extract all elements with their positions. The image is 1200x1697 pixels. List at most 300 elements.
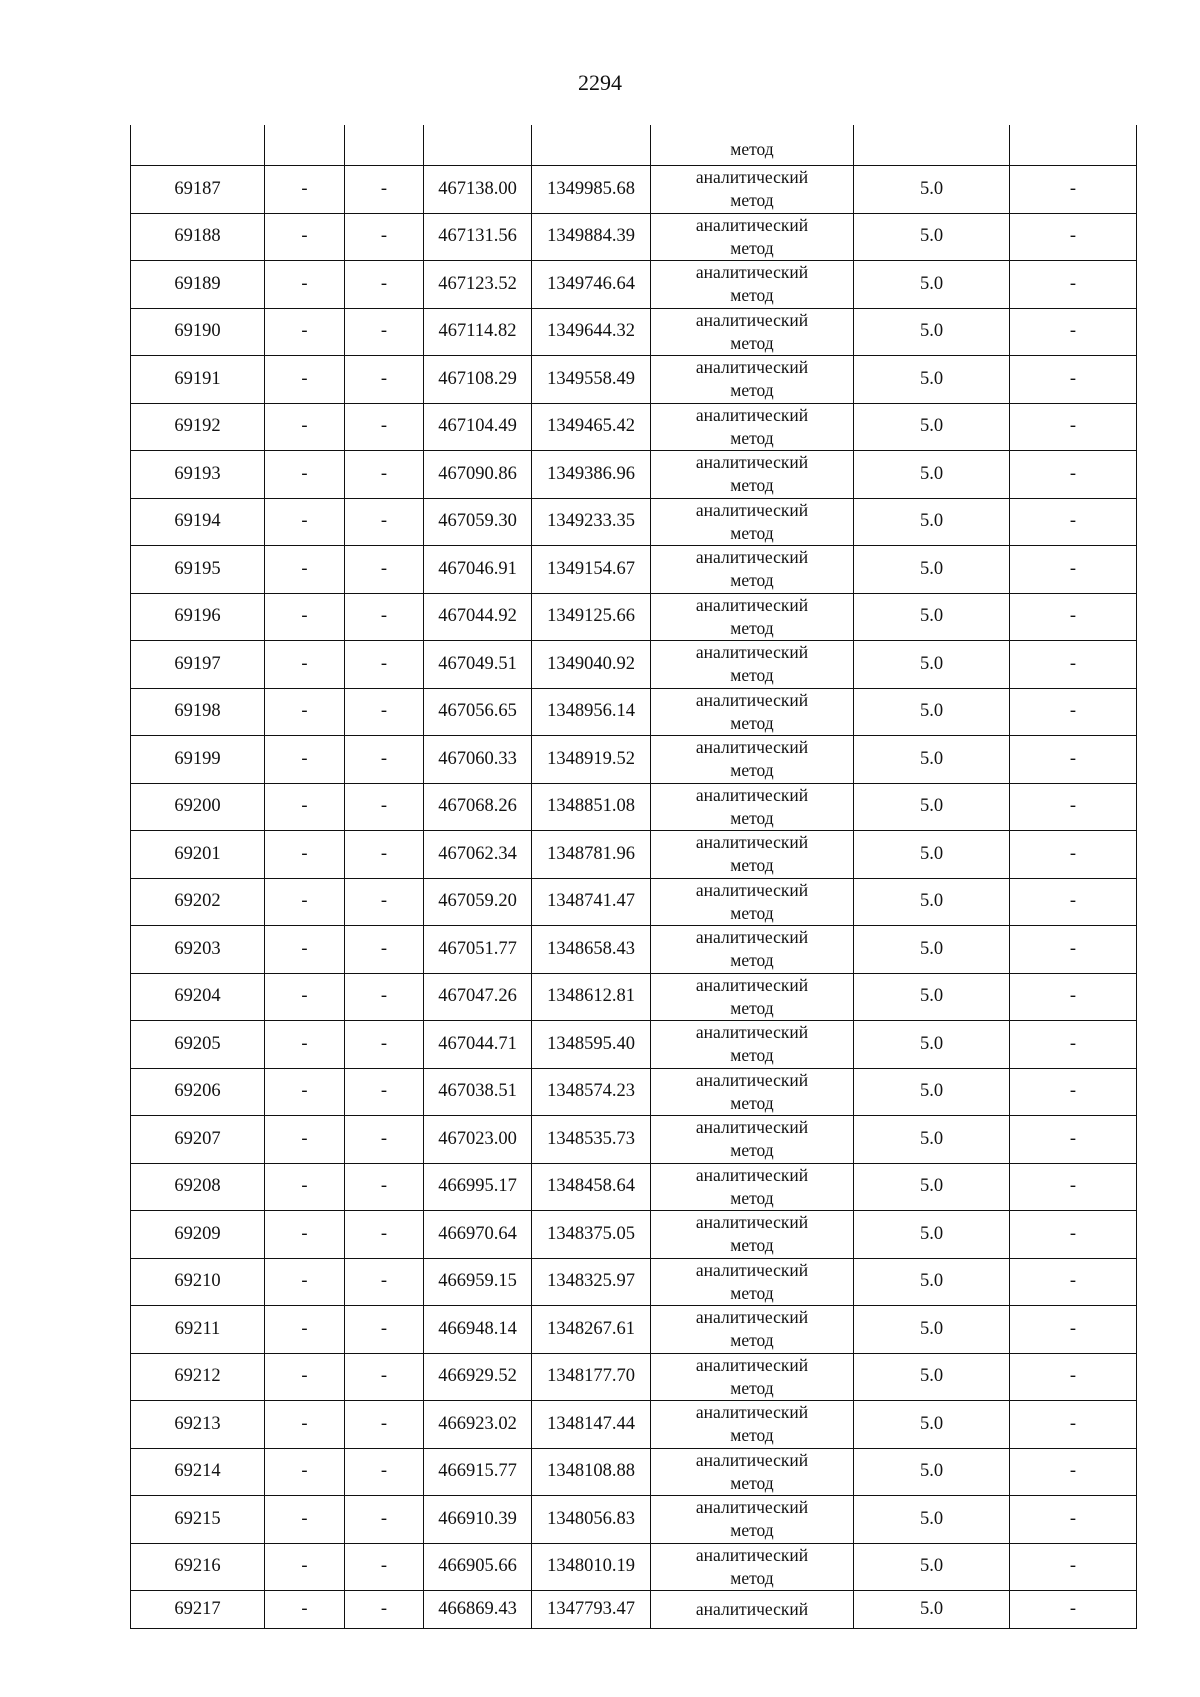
cell-method [651, 1448, 854, 1496]
cell-y: 1349884.39 [532, 213, 651, 261]
cell-y: 1348375.05 [532, 1211, 651, 1259]
cell-col3: - [345, 1496, 424, 1544]
cell-accuracy: 5.0 [854, 1068, 1010, 1116]
cell-point-id: 69193 [131, 451, 265, 499]
table-row [131, 356, 1137, 404]
cell-col9: - [1010, 213, 1137, 261]
cell-col9: - [1010, 1543, 1137, 1591]
cell-col9: - [1010, 878, 1137, 926]
table-row [131, 261, 1137, 309]
cell-accuracy: 5.0 [854, 498, 1010, 546]
cell-point-id: 69209 [131, 1211, 265, 1259]
cell-col3: - [345, 451, 424, 499]
cell-x: 466923.02 [424, 1401, 532, 1449]
cell-col2: - [265, 1068, 345, 1116]
cell-y: 1348177.70 [532, 1353, 651, 1401]
cell-y: 1348741.47 [532, 878, 651, 926]
cell-method [651, 641, 854, 689]
cell-point-id: 69191 [131, 356, 265, 404]
cell-x: 467047.26 [424, 973, 532, 1021]
cell-col9: - [1010, 593, 1137, 641]
cell-point-id: 69200 [131, 783, 265, 831]
cell-method [651, 783, 854, 831]
table-row [131, 593, 1137, 641]
method-line-1: аналитический [695, 1022, 809, 1043]
method-line-1: аналитический [695, 927, 809, 948]
cell-y: 1349386.96 [532, 451, 651, 499]
cell-point-id: 69204 [131, 973, 265, 1021]
coordinates-table [130, 125, 1137, 1629]
cell-point-id: 69189 [131, 261, 265, 309]
cell-y: 1349644.32 [532, 308, 651, 356]
method-line-1: аналитический [695, 1354, 809, 1375]
cell-col3: - [345, 403, 424, 451]
table-row [131, 1306, 1137, 1354]
cell-y: 1349558.49 [532, 356, 651, 404]
cell-y: 1347793.47 [532, 1591, 651, 1629]
cell-point-id: 69211 [131, 1306, 265, 1354]
cell-col2: - [265, 166, 345, 214]
cell-col9: - [1010, 1021, 1137, 1069]
cell-x: 467044.92 [424, 593, 532, 641]
cell-point-id: 69190 [131, 308, 265, 356]
cell-col9: - [1010, 973, 1137, 1021]
method-line-1: аналитический [695, 1449, 809, 1470]
cell-col2: - [265, 1401, 345, 1449]
cell-col9: - [1010, 1496, 1137, 1544]
cell-col2: - [265, 878, 345, 926]
cell-accuracy: 5.0 [854, 1448, 1010, 1496]
cell-col3: - [345, 1306, 424, 1354]
cell-col2: - [265, 1116, 345, 1164]
method-line-2: метод [730, 1425, 774, 1446]
cell-col2: - [265, 498, 345, 546]
cell-empty [854, 125, 1010, 166]
table-row [131, 1211, 1137, 1259]
cell-y: 1349154.67 [532, 546, 651, 594]
cell-col3: - [345, 1543, 424, 1591]
cell-col3: - [345, 783, 424, 831]
cell-col3: - [345, 1211, 424, 1259]
cell-col9: - [1010, 1401, 1137, 1449]
method-line-2: метод [730, 332, 774, 353]
cell-point-id: 69217 [131, 1591, 265, 1629]
cell-accuracy: 5.0 [854, 1258, 1010, 1306]
cell-col2: - [265, 641, 345, 689]
cell-col2: - [265, 1543, 345, 1591]
table-row [131, 1116, 1137, 1164]
method-line-1: аналитический [695, 452, 809, 473]
table-row [131, 1448, 1137, 1496]
cell-col2: - [265, 261, 345, 309]
cell-col3: - [345, 213, 424, 261]
cell-col3: - [345, 498, 424, 546]
cell-col2: - [265, 1258, 345, 1306]
method-line-1: аналитический [695, 1117, 809, 1138]
table-row [131, 1258, 1137, 1306]
cell-x: 467114.82 [424, 308, 532, 356]
cell-accuracy: 5.0 [854, 261, 1010, 309]
cell-accuracy: 5.0 [854, 878, 1010, 926]
cell-accuracy: 5.0 [854, 403, 1010, 451]
cell-x: 467060.33 [424, 736, 532, 784]
cell-x: 467062.34 [424, 831, 532, 879]
method-line-2: метод [730, 902, 774, 923]
cell-x: 466905.66 [424, 1543, 532, 1591]
cell-y: 1348010.19 [532, 1543, 651, 1591]
cell-y: 1348919.52 [532, 736, 651, 784]
cell-method [651, 831, 854, 879]
method-line-2: метод [730, 712, 774, 733]
cell-point-id: 69187 [131, 166, 265, 214]
cell-method [651, 688, 854, 736]
table-row-continued [131, 125, 1137, 166]
cell-accuracy: 5.0 [854, 1496, 1010, 1544]
cell-x: 467023.00 [424, 1116, 532, 1164]
cell-col2: - [265, 1353, 345, 1401]
cell-method [651, 356, 854, 404]
method-line-2: метод [730, 617, 774, 638]
cell-method [651, 973, 854, 1021]
cell-y: 1348458.64 [532, 1163, 651, 1211]
table-row [131, 308, 1137, 356]
coordinates-table-container [130, 125, 1136, 1629]
cell-method [651, 1021, 854, 1069]
cell-col3: - [345, 736, 424, 784]
cell-method [651, 1543, 854, 1591]
cell-y: 1349746.64 [532, 261, 651, 309]
cell-col3: - [345, 1116, 424, 1164]
method-line-1: аналитический [695, 1164, 809, 1185]
method-line-2: метод [730, 855, 774, 876]
cell-col3: - [345, 973, 424, 1021]
cell-col2: - [265, 1496, 345, 1544]
cell-point-id: 69212 [131, 1353, 265, 1401]
method-line-2: метод [730, 427, 774, 448]
cell-accuracy: 5.0 [854, 1401, 1010, 1449]
method-line-1: аналитический [695, 1307, 809, 1328]
cell-method [651, 926, 854, 974]
cell-method [651, 308, 854, 356]
table-row [131, 926, 1137, 974]
cell-col9: - [1010, 1258, 1137, 1306]
cell-method [651, 1353, 854, 1401]
method-line-2: метод [730, 1140, 774, 1161]
cell-accuracy: 5.0 [854, 1116, 1010, 1164]
cell-method [651, 736, 854, 784]
method-line-2: метод [730, 1282, 774, 1303]
method-line-1: аналитический [695, 214, 809, 235]
cell-x: 467138.00 [424, 166, 532, 214]
table-row [131, 783, 1137, 831]
cell-method [651, 1496, 854, 1544]
cell-col9: - [1010, 261, 1137, 309]
method-line-2: метод [730, 665, 774, 686]
cell-col3: - [345, 593, 424, 641]
cell-col9: - [1010, 926, 1137, 974]
cell-point-id: 69208 [131, 1163, 265, 1211]
cell-y: 1348108.88 [532, 1448, 651, 1496]
table-body [131, 125, 1137, 1629]
cell-col9: - [1010, 356, 1137, 404]
cell-empty [131, 125, 265, 166]
cell-col3: - [345, 308, 424, 356]
method-line-1: аналитический [695, 832, 809, 853]
cell-x: 467123.52 [424, 261, 532, 309]
table-row [131, 641, 1137, 689]
cell-x: 467090.86 [424, 451, 532, 499]
cell-col3: - [345, 1068, 424, 1116]
cell-col2: - [265, 546, 345, 594]
method-line-1: аналитический [695, 689, 809, 710]
cell-empty [345, 125, 424, 166]
method-line-2: метод [730, 950, 774, 971]
cell-point-id: 69196 [131, 593, 265, 641]
cell-col9: - [1010, 1163, 1137, 1211]
cell-col2: - [265, 926, 345, 974]
cell-method [651, 1068, 854, 1116]
cell-col9: - [1010, 498, 1137, 546]
cell-col9: - [1010, 1591, 1137, 1629]
cell-method [651, 213, 854, 261]
cell-x: 467059.20 [424, 878, 532, 926]
cell-col3: - [345, 688, 424, 736]
cell-y: 1348851.08 [532, 783, 651, 831]
cell-method [651, 1401, 854, 1449]
cell-method [651, 1211, 854, 1259]
table-row [131, 546, 1137, 594]
table-row [131, 213, 1137, 261]
cell-method [651, 878, 854, 926]
cell-accuracy: 5.0 [854, 1306, 1010, 1354]
cell-accuracy: 5.0 [854, 831, 1010, 879]
cell-accuracy: 5.0 [854, 593, 1010, 641]
cell-col3: - [345, 1021, 424, 1069]
cell-col9: - [1010, 1068, 1137, 1116]
cell-point-id: 69197 [131, 641, 265, 689]
cell-method [651, 1116, 854, 1164]
cell-method [651, 1591, 854, 1629]
cell-col3: - [345, 356, 424, 404]
cell-method [651, 1258, 854, 1306]
table-row [131, 1163, 1137, 1211]
cell-col2: - [265, 736, 345, 784]
cell-col2: - [265, 356, 345, 404]
cell-method [651, 451, 854, 499]
cell-y: 1349465.42 [532, 403, 651, 451]
cell-x: 466869.43 [424, 1591, 532, 1629]
cell-x: 466910.39 [424, 1496, 532, 1544]
cell-x: 467059.30 [424, 498, 532, 546]
method-line-2: метод [730, 1520, 774, 1541]
method-line-2: метод [730, 522, 774, 543]
cell-y: 1349985.68 [532, 166, 651, 214]
cell-col2: - [265, 403, 345, 451]
cell-accuracy: 5.0 [854, 1353, 1010, 1401]
method-line-1: аналитический [695, 1544, 809, 1565]
cell-col9: - [1010, 451, 1137, 499]
method-line-1: аналитический [695, 357, 809, 378]
cell-col9: - [1010, 546, 1137, 594]
cell-accuracy: 5.0 [854, 166, 1010, 214]
cell-accuracy: 5.0 [854, 1163, 1010, 1211]
cell-accuracy: 5.0 [854, 451, 1010, 499]
table-row [131, 166, 1137, 214]
cell-col9: - [1010, 1116, 1137, 1164]
cell-col3: - [345, 1401, 424, 1449]
cell-y: 1349040.92 [532, 641, 651, 689]
cell-point-id: 69213 [131, 1401, 265, 1449]
cell-x: 467104.49 [424, 403, 532, 451]
cell-method [651, 403, 854, 451]
cell-x: 466970.64 [424, 1211, 532, 1259]
method-line-1: аналитический [695, 309, 809, 330]
cell-col3: - [345, 1591, 424, 1629]
cell-x: 466959.15 [424, 1258, 532, 1306]
method-line-1: аналитический [695, 1259, 809, 1280]
cell-point-id: 69216 [131, 1543, 265, 1591]
cell-empty [532, 125, 651, 166]
method-line-1: аналитический [695, 642, 809, 663]
table-row [131, 498, 1137, 546]
table-row [131, 403, 1137, 451]
cell-y: 1348056.83 [532, 1496, 651, 1544]
cell-col2: - [265, 213, 345, 261]
cell-y: 1348574.23 [532, 1068, 651, 1116]
cell-col2: - [265, 1448, 345, 1496]
cell-x: 467049.51 [424, 641, 532, 689]
cell-point-id: 69210 [131, 1258, 265, 1306]
cell-col9: - [1010, 1306, 1137, 1354]
cell-col2: - [265, 1591, 345, 1629]
cell-point-id: 69192 [131, 403, 265, 451]
cell-col2: - [265, 451, 345, 499]
cell-accuracy: 5.0 [854, 1021, 1010, 1069]
cell-method [651, 1306, 854, 1354]
cell-col3: - [345, 546, 424, 594]
cell-col9: - [1010, 783, 1137, 831]
cell-col9: - [1010, 736, 1137, 784]
cell-method [651, 546, 854, 594]
cell-method [651, 1163, 854, 1211]
cell-accuracy: 5.0 [854, 736, 1010, 784]
cell-method [651, 166, 854, 214]
method-line-1: аналитический [695, 1212, 809, 1233]
method-line-2: метод [730, 1045, 774, 1066]
cell-col9: - [1010, 1448, 1137, 1496]
cell-x: 467038.51 [424, 1068, 532, 1116]
cell-x: 467131.56 [424, 213, 532, 261]
cell-y: 1349125.66 [532, 593, 651, 641]
cell-point-id: 69188 [131, 213, 265, 261]
cell-col2: - [265, 1163, 345, 1211]
cell-accuracy: 5.0 [854, 213, 1010, 261]
cell-col2: - [265, 1021, 345, 1069]
cell-point-id: 69215 [131, 1496, 265, 1544]
cell-point-id: 69195 [131, 546, 265, 594]
cell-col2: - [265, 1306, 345, 1354]
cell-empty [1010, 125, 1137, 166]
method-line-2: метод [730, 1187, 774, 1208]
method-line-2: метод [730, 1235, 774, 1256]
method-line-1: аналитический [695, 1599, 809, 1619]
cell-accuracy: 5.0 [854, 926, 1010, 974]
cell-x: 466929.52 [424, 1353, 532, 1401]
table-row [131, 1353, 1137, 1401]
method-line-2: метод [730, 237, 774, 258]
cell-col9: - [1010, 166, 1137, 214]
page-number: 2294 [578, 70, 622, 95]
cell-method [651, 593, 854, 641]
cell-y: 1348267.61 [532, 1306, 651, 1354]
method-line-1: аналитический [695, 784, 809, 805]
cell-accuracy: 5.0 [854, 1543, 1010, 1591]
cell-col2: - [265, 973, 345, 1021]
cell-accuracy: 5.0 [854, 641, 1010, 689]
table-row [131, 878, 1137, 926]
cell-x: 467068.26 [424, 783, 532, 831]
method-line-1: аналитический [695, 1069, 809, 1090]
cell-col3: - [345, 878, 424, 926]
table-row [131, 1496, 1137, 1544]
cell-accuracy: 5.0 [854, 783, 1010, 831]
cell-col3: - [345, 831, 424, 879]
cell-y: 1348658.43 [532, 926, 651, 974]
cell-method [651, 498, 854, 546]
cell-point-id: 69207 [131, 1116, 265, 1164]
method-line-1: аналитический [695, 737, 809, 758]
cell-col3: - [345, 926, 424, 974]
method-line-2: метод [730, 475, 774, 496]
table-row [131, 736, 1137, 784]
cell-point-id: 69198 [131, 688, 265, 736]
method-line-2: метод [730, 807, 774, 828]
method-line-1: аналитический [695, 879, 809, 900]
cell-col3: - [345, 1448, 424, 1496]
cell-y: 1348595.40 [532, 1021, 651, 1069]
table-row [131, 1543, 1137, 1591]
cell-col3: - [345, 261, 424, 309]
table-row [131, 1068, 1137, 1116]
method-line-2: метод [730, 1092, 774, 1113]
method-line-2: метод [730, 380, 774, 401]
cell-method [651, 261, 854, 309]
cell-point-id: 69194 [131, 498, 265, 546]
method-line-1: аналитический [695, 1497, 809, 1518]
cell-col2: - [265, 688, 345, 736]
method-line-2: метод [730, 285, 774, 306]
cell-y: 1348612.81 [532, 973, 651, 1021]
method-line-2: метод [730, 570, 774, 591]
method-line-2: метод [730, 190, 774, 211]
method-line-1: аналитический [695, 499, 809, 520]
method-line-2: метод [730, 1330, 774, 1351]
method-line-2: метод [730, 1567, 774, 1588]
cell-col3: - [345, 1353, 424, 1401]
method-line-1: аналитический [695, 594, 809, 615]
table-row [131, 973, 1137, 1021]
cell-y: 1348535.73 [532, 1116, 651, 1164]
cell-y: 1348956.14 [532, 688, 651, 736]
cell-accuracy: 5.0 [854, 973, 1010, 1021]
cell-col2: - [265, 308, 345, 356]
method-line-1: аналитический [695, 404, 809, 425]
cell-y: 1348781.96 [532, 831, 651, 879]
cell-col9: - [1010, 1353, 1137, 1401]
cell-col2: - [265, 1211, 345, 1259]
method-line-2: метод [730, 997, 774, 1018]
method-line-1: аналитический [695, 167, 809, 188]
